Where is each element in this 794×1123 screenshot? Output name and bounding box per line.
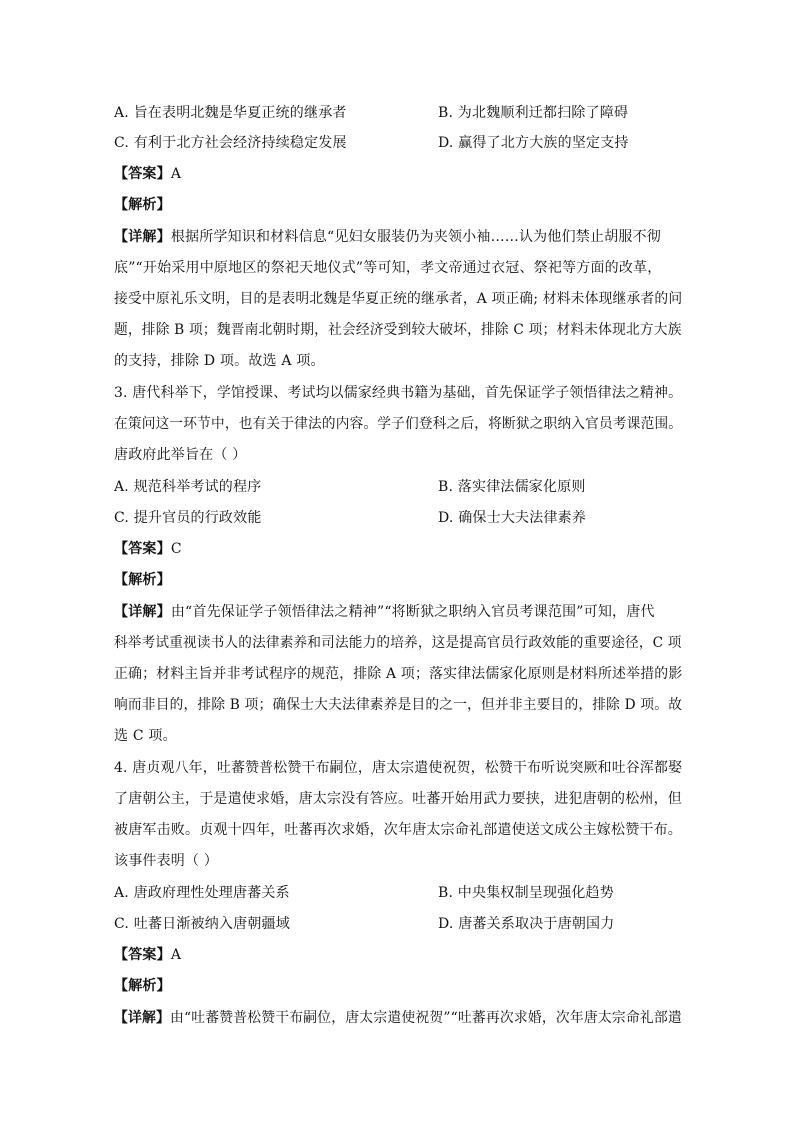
q2-option-a: A. 旨在表明北魏是华夏正统的继承者 (114, 105, 347, 121)
q4-analysis-label: 【解析】 (114, 978, 171, 994)
q3-option-d: D. 确保士大夫法律素养 (438, 510, 587, 526)
answer-value: C (170, 541, 182, 557)
q2-answer (114, 164, 181, 184)
q4-stem-line-2: 了唐朝公主，于是遣使求婚，唐太宗没有答应。吐蕃开始用武力要挟，进犯唐朝的松州，但 (114, 791, 682, 807)
q4-detail-line-1 (114, 1008, 682, 1028)
q3-option-b: B. 落实律法儒家化原则 (438, 479, 586, 495)
q3-answer (114, 539, 182, 559)
q3-detail-line-2: 科举考试重视读书人的法律素养和司法能力的培养，这是提高官员行政效能的重要途径，C 项 (114, 635, 682, 651)
q2-detail-line-5: 的支持，排除 D 项。故选 A 项。 (114, 353, 325, 369)
q2-analysis-label: 【解析】 (114, 197, 171, 213)
detail-text: 由“首先保证学子领悟律法之精神”“将断狱之职纳入官员考课范围”可知，唐代 (170, 604, 655, 620)
detail-label: 【详解】 (114, 229, 171, 245)
q4-stem-line-1: 4. 唐贞观八年，吐蕃赞普松赞干布嗣位，唐太宗遣使祝贺，松赞干布听说突厥和吐谷浑都娶 (114, 760, 683, 776)
answer-label: 【答案】 (114, 947, 171, 963)
q3-detail-line-1 (114, 602, 655, 622)
detail-label: 【详解】 (114, 1010, 171, 1026)
detail-text: 由“吐蕃赞普松赞干布嗣位，唐太宗遣使祝贺”“吐蕃再次求婚，次年唐太宗命礼部遣 (170, 1010, 682, 1026)
q2-detail-line-4: 题，排除 B 项；魏晋南北朝时期，社会经济受到较大破坏，排除 C 项；材料未体现北方大族 (114, 322, 682, 338)
q4-stem-line-4: 该事件表明（ ） (114, 853, 219, 869)
q4-option-b: B. 中央集权制呈现强化趋势 (438, 885, 614, 901)
q2-option-d: D. 赢得了北方大族的坚定支持 (438, 135, 629, 151)
q4-option-c: C. 吐蕃日渐被纳入唐朝疆域 (114, 916, 290, 932)
q2-option-c: C. 有利于北方社会经济持续稳定发展 (114, 135, 347, 151)
answer-value: A (170, 947, 182, 963)
answer-value: A (170, 166, 182, 182)
q3-stem-line-3: 唐政府此举旨在（ ） (114, 447, 247, 463)
q4-option-d: D. 唐蕃关系取决于唐朝国力 (438, 916, 615, 932)
q3-detail-line-5: 选 C 项。 (114, 728, 177, 744)
q3-detail-line-4: 响而非目的，排除 B 项；确保士大夫法律素养是目的之一，但并非主要目的，排除 D 项。故 (114, 697, 683, 713)
detail-label: 【详解】 (114, 604, 171, 620)
q3-option-c: C. 提升官员的行政效能 (114, 510, 262, 526)
q2-option-b: B. 为北魏顺利迁都扫除了障碍 (438, 105, 629, 121)
q4-option-a: A. 唐政府理性处理唐蕃关系 (114, 885, 290, 901)
detail-text: 根据所学知识和材料信息“见妇女服装仍为夹领小袖……认为他们禁止胡服不彻 (170, 229, 661, 245)
answer-label: 【答案】 (114, 541, 171, 557)
q3-stem-line-2: 在策问这一环节中，也有关于律法的内容。学子们登科之后，将断狱之职纳入官员考课范围。 (114, 416, 683, 432)
q3-detail-line-3: 正确；材料主旨并非考试程序的规范，排除 A 项；落实律法儒家化原则是材料所述举措的影 (114, 666, 683, 682)
q3-analysis-label: 【解析】 (114, 572, 171, 588)
q2-detail-line-2: 底”“开始采用中原地区的祭祀天地仪式”等可知，孝文帝通过衣冠、祭祀等方面的改革， (114, 260, 662, 276)
answer-label: 【答案】 (114, 166, 171, 182)
q2-detail-line-1 (114, 227, 661, 247)
q3-stem-line-1: 3. 唐代科举下，学馆授课、考试均以儒家经典书籍为基础，首先保证学子领悟律法之精神。 (114, 385, 683, 401)
q2-detail-line-3: 接受中原礼乐文明，目的是表明北魏是华夏正统的继承者，A 项正确; 材料未体现继承者的问 (114, 291, 683, 307)
q4-stem-line-3: 被唐军击败。贞观十四年，吐蕃再次求婚，次年唐太宗命礼部遣使送文成公主嫁松赞干布。 (114, 822, 682, 838)
q3-option-a: A. 规范科举考试的程序 (114, 479, 262, 495)
q4-answer (114, 945, 181, 965)
